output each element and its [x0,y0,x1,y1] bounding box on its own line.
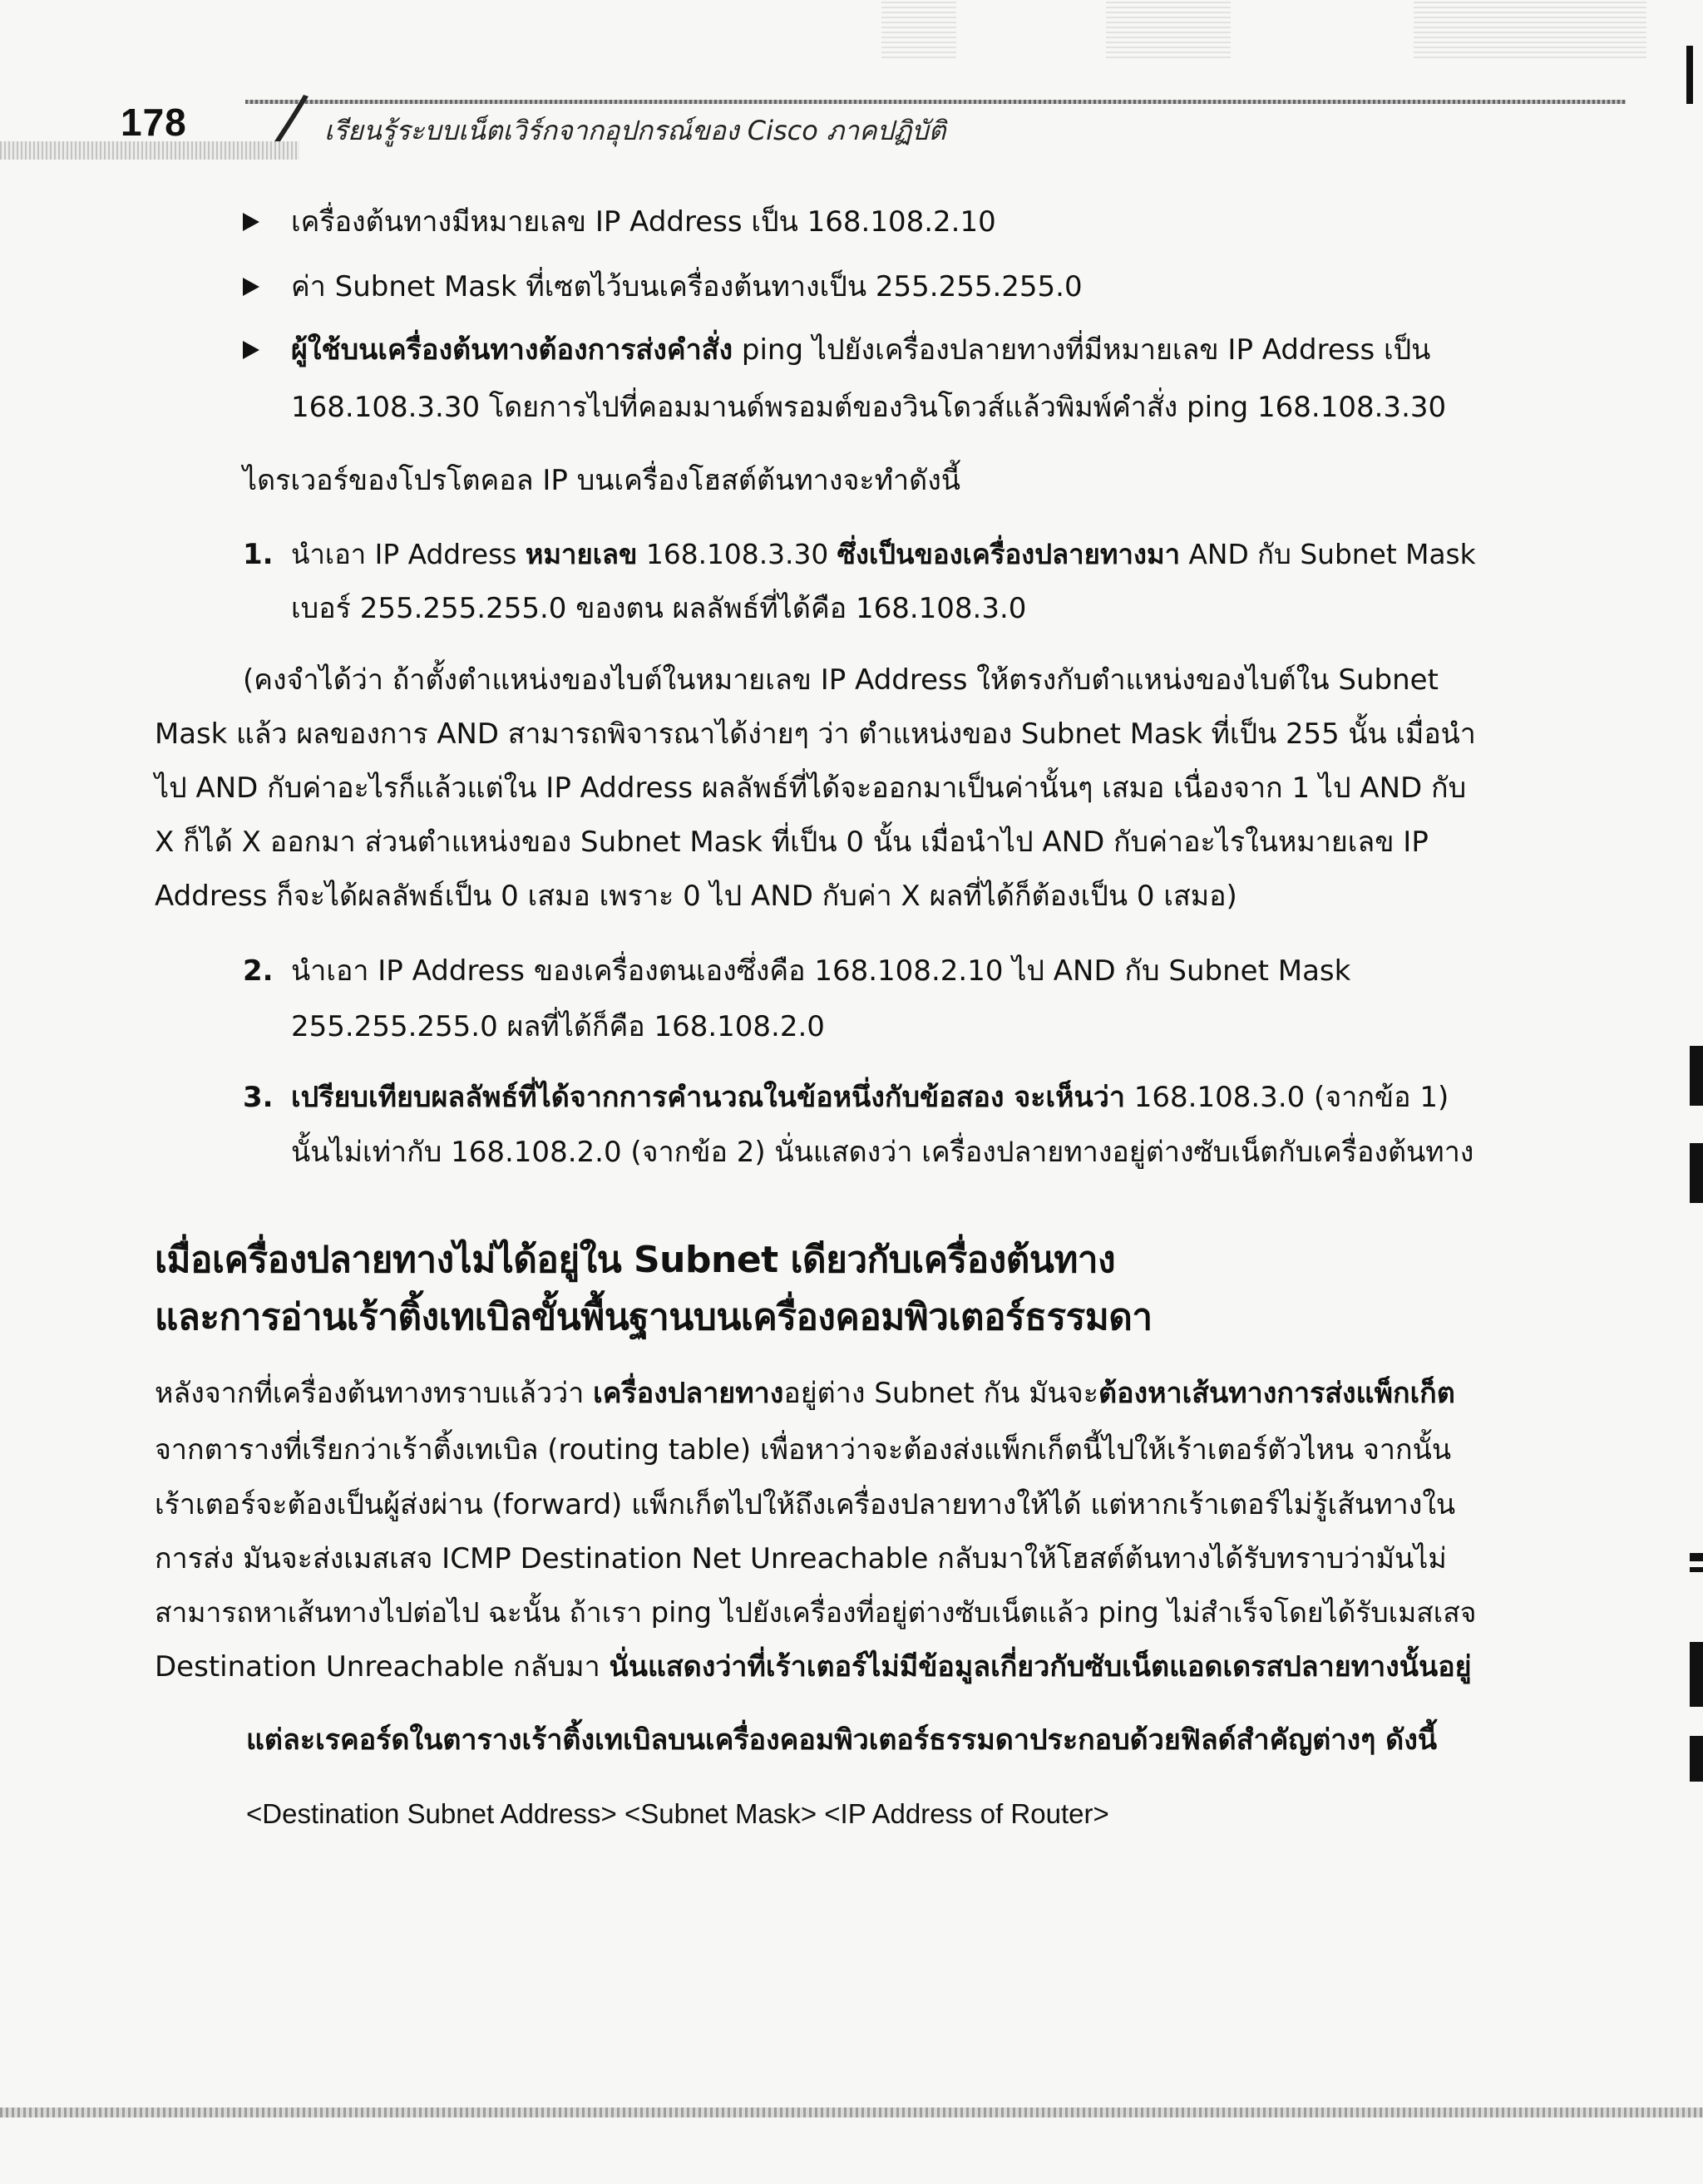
paragraph-line: การส่ง มันจะส่งเมสเสจ ICMP Destination Net Unreachable กลับมาให้โฮสต์ต้นทางได้รับทราบว่ามันไม่ [155,1542,1447,1575]
paragraph-line: สามารถหาเส้นทางไปต่อไป ฉะนั้น ถ้าเรา ping ไปยังเครื่องที่อยู่ต่างซับเน็ตแล้ว ping ไม่สำเร็จโดยได้รับเมสเสจ [155,1596,1477,1629]
step-text: 168.108.3.30 [637,539,837,570]
step-line: นั้นไม่เท่ากับ 168.108.2.0 (จากข้อ 2) นั่นแสดงว่า เครื่องปลายทางอยู่ต่างซับเน็ตกับเครื่องต้นทาง [291,1136,1474,1169]
paragraph-bold-text: นั่นแสดงว่าที่เร้าเตอร์ไม่มีข้อมูลเกี่ยวกับซับเน็ตแอดเดรสปลายทางนั้นอยู่ [609,1650,1472,1684]
paragraph-bold-text: ต้องหาเส้นทางการส่งแพ็กเก็ต [1098,1377,1455,1410]
section-heading: เมื่อเครื่องปลายทางไม่ได้อยู่ใน Subnet เดียวกับเครื่องต้นทาง [155,1239,1116,1281]
note-line: ไป AND กับค่าอะไรก็แล้วแต่ใน IP Address ผลลัพธ์ที่ได้จะออกมาเป็นค่านั้นๆ เสมอ เนื่องจาก 1 ไป AND กับ [155,772,1467,805]
bullet-item-continued: 168.108.3.30 โดยการไปที่คอมมานด์พรอมต์ของวินโดวส์แล้วพิมพ์คำสั่ง ping 168.108.3.30 [291,391,1447,424]
step-text: นำเอา IP Address [291,539,526,570]
paragraph-text: Destination Unreachable กลับมา [155,1650,610,1684]
step-number: 3. [243,1081,274,1114]
paragraph-line: เร้าเตอร์จะต้องเป็นผู้ส่งผ่าน (forward) แพ็กเก็ตไปให้ถึงเครื่องปลายทางให้ได้ แต่หากเร้าเตอร์ไม่รู้เส้นทางใน [155,1488,1456,1521]
bullet-item: เครื่องต้นทางมีหมายเลข IP Address เป็น 168.108.2.10 [291,205,996,239]
step-bold-text: จะเห็นว่า [1014,1081,1125,1114]
step-text: AND กับ Subnet Mask [1180,539,1476,570]
paragraph-line [155,1649,1472,1685]
paragraph-bold-text: เครื่องปลายทาง [593,1377,784,1410]
step-line [291,536,1476,573]
step-number: 2. [243,954,274,988]
step-bold-text: หมายเลข [525,539,638,570]
bullet-icon [243,341,259,359]
bullet-bold-text: ผู้ใช้บนเครื่องต้นทางต้องการส่งคำสั่ง [291,333,733,367]
record-intro: แต่ละเรคอร์ดในตารางเร้าติ้งเทเบิลบนเครื่องคอมพิวเตอร์ธรรมดาประกอบด้วยฟิลด์สำคัญต่างๆ ดังนี้ [246,1723,1438,1757]
step-line: 255.255.255.0 ผลที่ได้ก็คือ 168.108.2.0 [291,1010,825,1043]
paragraph-text: อยู่ต่าง Subnet กัน มันจะ [783,1377,1099,1410]
page-number: 178 [121,101,187,144]
step-line: เบอร์ 255.255.255.0 ของตน ผลลัพธ์ที่ได้คือ 168.108.3.0 [291,592,1027,625]
step-number: 1. [243,538,274,571]
note-line: (คงจำได้ว่า ถ้าตั้งตำแหน่งของไบต์ในหมายเลข IP Address ให้ตรงกับตำแหน่งของไบต์ใน Subnet [243,663,1439,697]
bullet-icon [243,278,259,296]
intro-text: ไดรเวอร์ของโปรโตคอล IP บนเครื่องโฮสต์ต้นทางจะทำดังนี้ [243,464,961,497]
step-bold-text: ซึ่งเป็นของเครื่องปลายทางมา [837,539,1181,570]
bullet-text: ping ไปยังเครื่องปลายทางที่มีหมายเลข IP Address เป็น [733,333,1431,367]
note-line: X ก็ได้ X ออกมา ส่วนตำแหน่งของ Subnet Mask ที่เป็น 0 นั้น เมื่อนำไป AND กับค่าอะไรในหมายเลข IP [155,826,1429,859]
scan-noise [1414,0,1646,58]
paragraph-line: จากตารางที่เรียกว่าเร้าติ้งเทเบิล (routing table) เพื่อหาว่าจะต้องส่งแพ็กเก็ตนี้ไปให้เร้าเตอร์ตัวไหน จากนั้น [155,1433,1452,1467]
page-header [121,93,1617,151]
step-bold-text: เปรียบเทียบผลลัพธ์ที่ได้จากการคำนวณในข้อหนึ่งกับข้อสอง [291,1081,1014,1114]
paragraph-text: หลังจากที่เครื่องต้นทางทราบแล้วว่า [155,1377,594,1410]
bullet-icon [243,213,259,231]
paragraph-line [155,1375,1455,1412]
step-text: 168.108.3.0 (จากข้อ 1) [1124,1081,1449,1114]
scan-edge-bottom [0,2108,1703,2117]
section-heading: และการอ่านเร้าติ้งเทเบิลขั้นพื้นฐานบนเครื่องคอมพิวเตอร์ธรรมดา [155,1296,1153,1339]
step-line: นำเอา IP Address ของเครื่องตนเองซึ่งคือ 168.108.2.10 ไป AND กับ Subnet Mask [291,954,1351,988]
header-swoosh-icon [270,93,312,143]
note-line: Address ก็จะได้ผลลัพธ์เป็น 0 เสมอ เพราะ 0 ไป AND กับค่า X ผลที่ได้ก็ต้องเป็น 0 เสมอ) [155,880,1237,913]
scan-edge-mark [1686,46,1693,104]
bullet-item [291,332,1430,368]
scan-noise [1106,0,1231,58]
scan-noise [881,0,956,58]
bullet-item: ค่า Subnet Mask ที่เซตไว้บนเครื่องต้นทางเป็น 255.255.255.0 [291,270,1083,303]
running-title: เรียนรู้ระบบเน็ตเวิร์กจากอุปกรณ์ของ Cisco ภาคปฏิบัติ [324,115,946,146]
header-rule [245,100,1626,104]
note-line: Mask แล้ว ผลของการ AND สามารถพิจารณาได้ง่ายๆ ว่า ตำแหน่งของ Subnet Mask ที่เป็น 255 นั้น เมื่อนำ [155,717,1476,750]
step-line [291,1079,1449,1116]
record-format: <Destination Subnet Address> <Subnet Mask> <IP Address of Router> [246,1798,1109,1829]
